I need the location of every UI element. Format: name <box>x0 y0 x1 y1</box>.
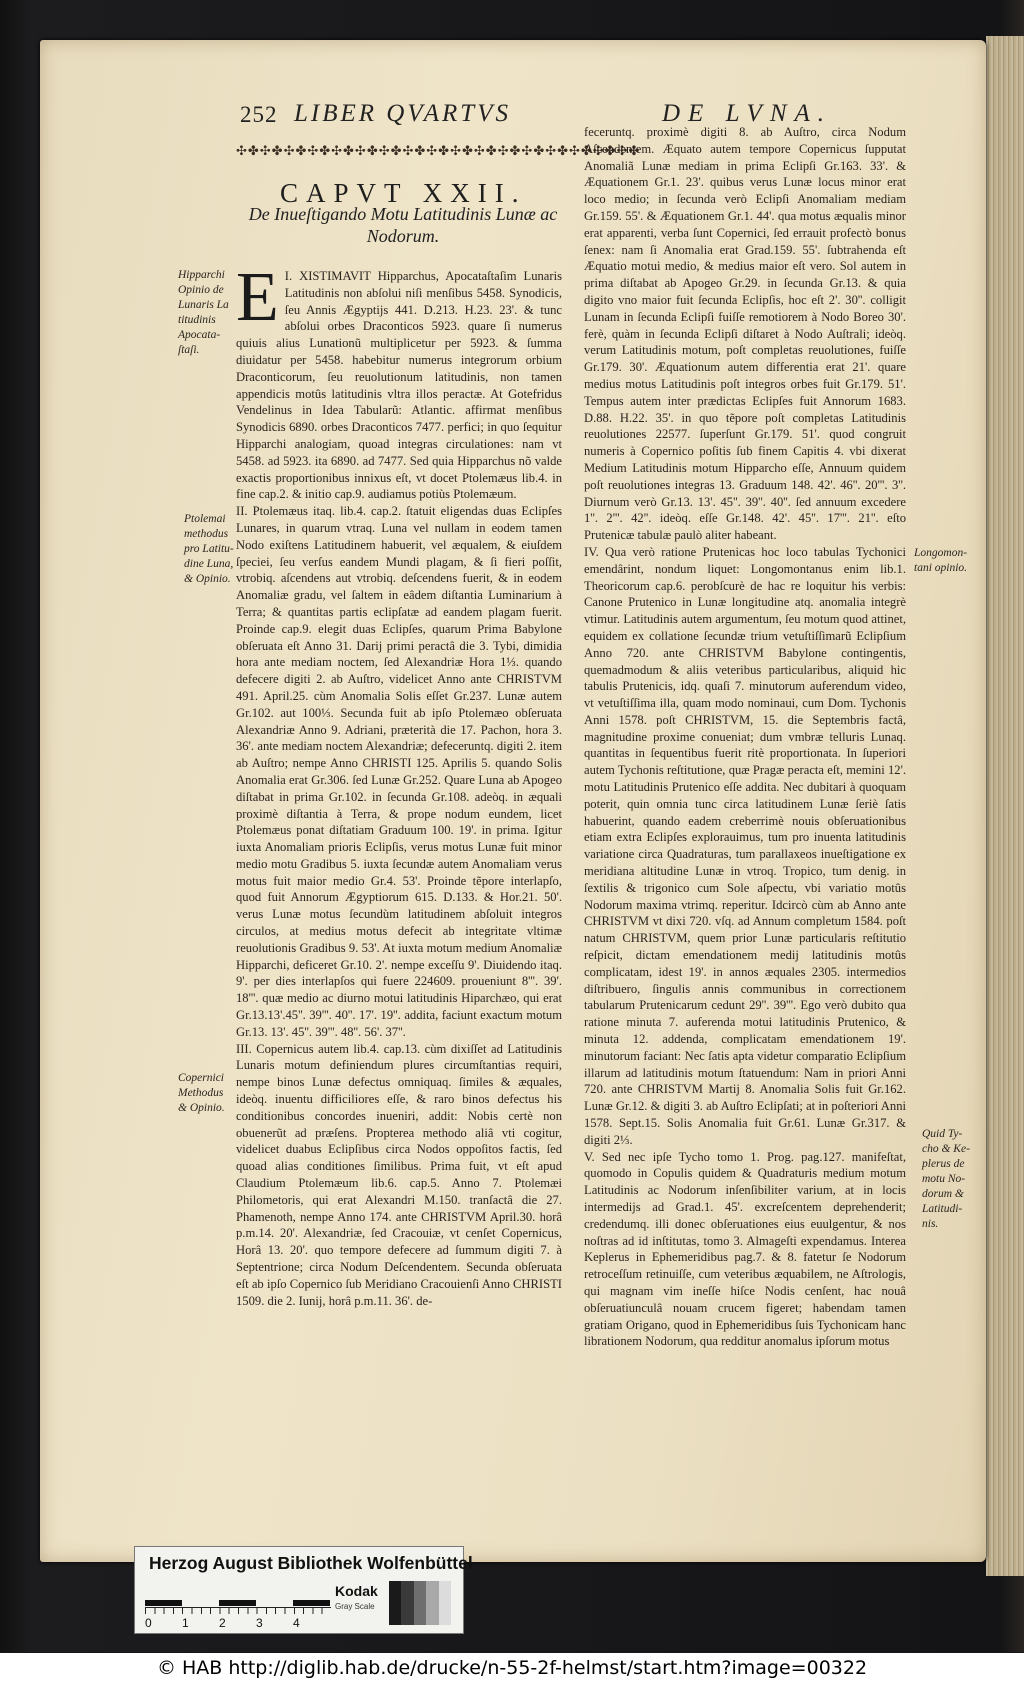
running-head-right: DE LVNA. <box>662 100 833 127</box>
ruler-label: 1 <box>182 1616 189 1630</box>
left-text-column <box>236 259 562 1338</box>
running-head-left: LIBER QVARTVS <box>294 100 511 127</box>
page-number: 252 <box>240 102 278 127</box>
ruler-bar <box>145 1600 331 1606</box>
ruler-labels <box>145 1616 345 1630</box>
chapter-title: CAPVT XXII. <box>280 178 527 208</box>
chapter-subtitle: De Inueſtigando Motu Latitudinis Lunæ ac Nodorum. <box>248 204 558 246</box>
margin-note: Hipparchi Opinio de Lunaris La titudinis Apocata-ſtaſi. <box>178 269 229 356</box>
ruler-label: 0 <box>145 1616 152 1630</box>
ruler-label: 3 <box>256 1616 263 1630</box>
margin-note: Copernici Methodus & Opinio. <box>178 1072 225 1114</box>
copyright-caption: © HAB http://diglib.hab.de/drucke/n-55-2f-helmst/start.htm?image=00322 <box>0 1653 1024 1684</box>
margin-note: Quid Ty-cho & Ke-plerus de motu No-dorum & Latitudi-nis. <box>922 1128 970 1230</box>
paragraph: III. Copernicus autem lib.4. cap.13. cùm dixiſſet ad Latitudinis Lunaris motum definiendum plures circumſtantias requiri, nempe binos Lunæ defectus omniquaq. ſimiles & æquales, ideòq. inuentu difficiliores eſſe, & raro binos defectus his conditionibus concordes inueniri, addit: Nobis certè non obuenerũt ad præſens. Propterea methodo aliâ vti cogitur, videlicet duabus Eclipſibus circa Nodos oppoſitos factis, ſed quoad alias conditiones ſimilibus. Prima fuit, vt eſt apud Claudium Ptolemæum lib.6. cap.5. Anno 7. Ptolemæi Philometoris, qui erat Alexandri M.150. tranſactâ die 27. Phamenoth, nempe Anno 174. ante CHRISTVM April.30. horâ p.m.14. 20'. Alexandriæ, ſed Cracouiæ, vt cenſet Copernicus, Horâ 13. 20'. quo tempore defecere ad ſummum digiti 7. à Septentrione; circa Nodum Deſcendentem. Secunda obſeruata eſt ab ipſo Copernico ſub Meridiano Cracouienſi Anno CHRISTI 1509. die 2. Iunij, horâ p.m.11. 36'. de- <box>236 1041 562 1308</box>
drop-cap: E <box>236 259 279 336</box>
color-target-card <box>134 1546 473 1634</box>
paragraph: V. Sed nec ipſe Tycho tomo 1. Prog. pag.127. manifeſtat, quomodo in Copulis quidem & Quadraturis medium motum Latitudinis ac Nodorum inſenſibiliter varium, at in locis intermedijs ad Grad.1. 45'. excreſcentem deprehenderit; credendumq. illi donec obſeruationes eius euulgentur, & nos noſtras ad id inſtitutas, tomo 3. Almageſti expendamus. Interea Keplerus in Ephemeridibus pag.7. & 8. fatetur ſe Nodorum retroceſſum retinuiſſe, cum veteribus æquabilem, ne Aſtrologis, qui magnam vim ineſſe hiſce Nodis cenſent, hac nouâ obſeruatiunculâ nouam crucem figeret; habendam tamen gratiam Origano, quod in Ephemeridibus ſuis Tychonicam hanc librationem Nodorum, qua redditur anomalus ipſorum motus <box>584 1149 906 1349</box>
paragraph: feceruntq. proximè digiti 8. ab Auſtro, circa Nodum Aſcendentem. Æquato autem tempore Copernicus ſupputat Anomaliã Lunæ mediam in prima Eclipſi Gr.163. 33'. & Æquationem Gr.1. 23'. quibus verus Lunæ locus minor erat loco medio; in ſecunda verò Eclipſi Anomaliam mediam Gr.159. 55'. & Æquationem Gr.1. 44'. qua motus æqualis minor erat apparenti, verba ſunt Copernici, ſed errauit profectò bonus ſenex: nam ſi Anomalia erat Grad.159. 55'. ſubtrahenda eſt Æquatio motui medio, & medius maior eſt vero. Sol autem in prima diſtabat ab Apogeo Gr.29. in ſecunda Gr.13. & quia digito vno maior fuit ſecunda Eclipſis, hoc eſt 2'. 30''. colligit Lunam in ſecunda Eclipſi fuiſſe remotiorem à Nodo Boreo 30'. ferè, quàm in ſecunda Eclipſi diſtaret à Nodo Auſtrali; ideòq. verum Latitudinis motum, poſt completas reuolutiones, fuiſſe Gr.179. 30'. Æquationum autem differentia erat 21'. quare medius motus Latitudinis poſt integros orbes fuit Gr.179. 51'. Tempus autem inter prædictas Eclipſes fuit Annorum 1683. D.88. H.22. 35'. in quo tẽpore poſt completas Latitudinis reuolutiones 22577. ſuperſunt Gr.179. 51'. quod congruit numeris à Copernico poſitis ſub finem Capitis 4. vbi dixerat Medium Latitudinis motum Hipparcho eſſe, Annuum quidem poſt reuolutiones integras 13. Graduum 148. 42'. 46''. 20'''. 3''. Diurnum verò Gr.13. 13'. 45''. 39''. 40''. ſed annuum excedere 1''. 2'''. 42''. ideòq. eſſe Gr.148. 42'. 45''. 17'''. 21''. eſto Prutenicæ tabulæ paulò aliter habeant. <box>584 125 906 543</box>
page-edge <box>986 36 1024 1576</box>
kodak-logo: Kodak <box>335 1583 378 1599</box>
scale-ruler <box>145 1607 331 1632</box>
margin-note: Longomon-tani opinio. <box>914 547 968 574</box>
margin-note: Ptolemai methodus pro Latitu-dine Luna, & Opinio. <box>184 513 234 585</box>
paragraph: I. XISTIMAVIT Hipparchus, Apocataſtaſim Lunaris Latitudinis non abſolui niſi menſibus 5458. Synodicis, ſeu Annis Ægyptijs 441. D.213. H.23. 23'. & tunc abſolui orbes Draconticos 5923. quare ſi numerus quiuis alius Lunationũ multiplicetur per 5923. & ſumma diuidatur per 5458. habebitur numerus integrorum orbium Draconticorum, ſeu reuolutionum latitudinis, non tamen appendicis motûs latitudinis vltra illos peractæ. At Gotefridus Vendelinus in Idea Tabularũ: Atlantic. affirmat menſibus Synodicis 6890. orbes Draconticos 7477. perfici; in quo ſequitur Hipparchi analogiam, quoad integras circulationes: nam vt 5458. ad 5923. ita 6890. ad 7477. Sed quia Hipparchus nõ valde exactis proportionibus innixus eſt, vt docet Ptolemæus lib.4. in fine cap.2. & initio cap.9. audiamus potiùs Ptolemæum. <box>236 269 562 502</box>
paragraph: II. Ptolemæus itaq. lib.4. cap.2. ſtatuit eligendas duas Eclipſes Lunares, in quarum vtraq. Luna vel nullam in eodem tamen Nodo exiſtens Latitudinem habuerit, vel æqualem, & eiuſdem ſpeciei, ſeu verſus eandem Mundi plagam, & ſi fieri poſſit, vtrobiq. aſcendens aut vtrobiq. deſcendens fuerit, & in eodem Anomaliæ gradu, vel ſaltem in eâdem diſtantia Luminarium à Terra; & quantitas partis eclipſatæ ad eandem plagam fuerit. Proinde cap.9. elegit duas Eclipſes, quarum Prima Babylone obſeruata eſt Anno 31. Darij primi peractâ die 3. Tybi, dimidia hora ante mediam noctem, ſed Alexandriæ Hora 1⅓. quando defecere digiti 2. ab Auſtro, videlicet Anno ante CHRISTVM 491. April.25. cùm Anomalia Solis eſſet Gr.237. Lunæ autem Gr.102. aut 100⅓. Secunda fuit ab ipſo Ptolemæo obſeruata Alexandriæ Anno 9. Adriani, præterità die 17. Pachon, hora 3. 36'. ante mediam noctem Alexandriæ; defeceruntq. digiti 2. item ab Auſtro; nempe Anno CHRISTI 125. Aprilis 5. quando Solis Anomalia erat Gr.306. ſed Lunæ Gr.252. Quare Luna ab Apogeo diſtabat in prima Gr.102. in ſecunda Gr.108. adeòq. in æquali proximè diſtantia à Terra, & prope nodum eundem, licet Ptolemæus ponat diſtatiam Graduum 100. 19'. in prima. Igitur iuxta Anomaliam prioris Eclipſis, verus motus Lunæ fuit minor medio motu Gradibus 5. iuxta ſecundæ autem Anomaliam verus motus fuit maior medio Gr.4. 53'. Proinde tẽpore interlapſo, quod fuit Annorum Ægyptiorum 615. D.133. & Hor.21. 50'. verus Lunæ motus ſecundùm latitudinem abſoluit integros circulos, at medius motus defecit ab integritate vltimæ reuolutionis Gradibus 9. 53'. At iuxta motum medium Anomaliæ Hipparchi, deficeret Gr.10. 2'. nempe exceſſu 9'. Diuidendo itaq. 9'. per dies interlapſos qui fuere 224609. proueniunt 8'''. 39'. 18'''. quæ medio ac diurno motui latitudinis Hiparchæo, qui erat Gr.13.13'.45''. 39'''. 40''. 17'. 19''. addita, faciunt exactum motum Gr.13. 13'. 45''. 39'''. 48''. 56'. 37''. <box>236 504 562 1039</box>
gray-scale-patches <box>389 1581 451 1625</box>
ruler-label: 2 <box>219 1616 226 1630</box>
ruler-label: 4 <box>293 1616 300 1630</box>
ornament-band: ✣✤✣✤✣✤✣✤✣✤✣✤✣✤✣✤✣✤✣✤✣✤✣✤✣✤✣✤✣✤✣✤✣✤ <box>236 144 641 159</box>
library-name: Herzog August Bibliothek Wolfenbüttel <box>149 1553 473 1573</box>
gray-scale-label: Gray Scale <box>335 1602 375 1611</box>
paragraph: IV. Qua verò ratione Prutenicas hoc loco tabulas Tychonici emendârint, nondum liquet: Longomontanus enim lib.1. Theoricorum cap.6. perobſcurè de hac re loquitur his verbis: Canone Prutenico in Lunæ longitudine atq. anomalia integrè vtimur. Latitudinis autem argumentum, ſeu motum quod attinet, equidem ex collatione ſecundæ trium vetuſtiſſimarũ Eclipſium Anno 720. ante CHRISTVM Babylone contingentis, quemadmodum & aliis veteribus particularibus, aliquid hic tabulis Prutenicis, idq. quaſi 7. minutorum auferendum video, vt vetuſtiſſima illa, quam modo nominaui, cum Dom. Tychonis Anni 1578. poſt CHRISTVM, 15. die Septembris factâ, magnitudine proxime conueniat; dum vmbræ telluris Lunaq. quantitas in ſequentibus fuerit ritè proportionata. In ſuperiori autem Tychonis reſtitutione, quæ Pragæ peracta eſt, memini 12'. motu Latitudinis Prutenico eſſe addita. Nec dubitari à quoquam poterit, quin omnia tunc circa latitudinem Lunæ ſeriè ſatis habuerint, quando eadem creberrimè nouis obſeruationibus etiam extra Eclipſes explorauimus, tum pro inuenta latitudinis variatione circa Quadraturas, tum parallaxeos inueſtigatione ex meridiana altitudine Lunæ in vtroq. Tropico, tum denig. in ſextilis & trigonico cum Sole aſpectu, vbi variatio motûs Nodorum maxima vtrimq. reperitur. Idcircò cùm ab Anno ante CHRISTVM vt dixi 720. vſq. ad Annum completum 1584. poſt natum CHRISTVM, quem prior Lunæ particularis reſtitutio reſpicit, dictam emendationem medij latitudinis motûs complicatam, idest 19'. in annos æquales 2305. intermedios diſtribuero, ſingulis annis communibus in correctionem tabularum Prutenicarum cedunt 29''. 39'''. Ego verò dubito qua ratione minuta 7. auferenda motui latitudinis Prutenico, & minuta 12. addenda, complicatam emendationem 19'. minutorum faciant: Nec ſatis apta videtur comparatio Eclipſium illarum ad latitudinis motum ſtatuendum: Nam in priori Anni 720. ante CHRISTVM Martij 8. Anomalia Solis fuit Gr.162. Lunæ Gr.12. & digiti 3. ab Auſtro Eclipſati; at in poſteriori Anni 1578. Sept.15. Solis Anomalia fuit Gr.61. Lunæ Gr.317. & digiti 2⅓. <box>584 544 906 1147</box>
right-text-column <box>584 124 906 1349</box>
